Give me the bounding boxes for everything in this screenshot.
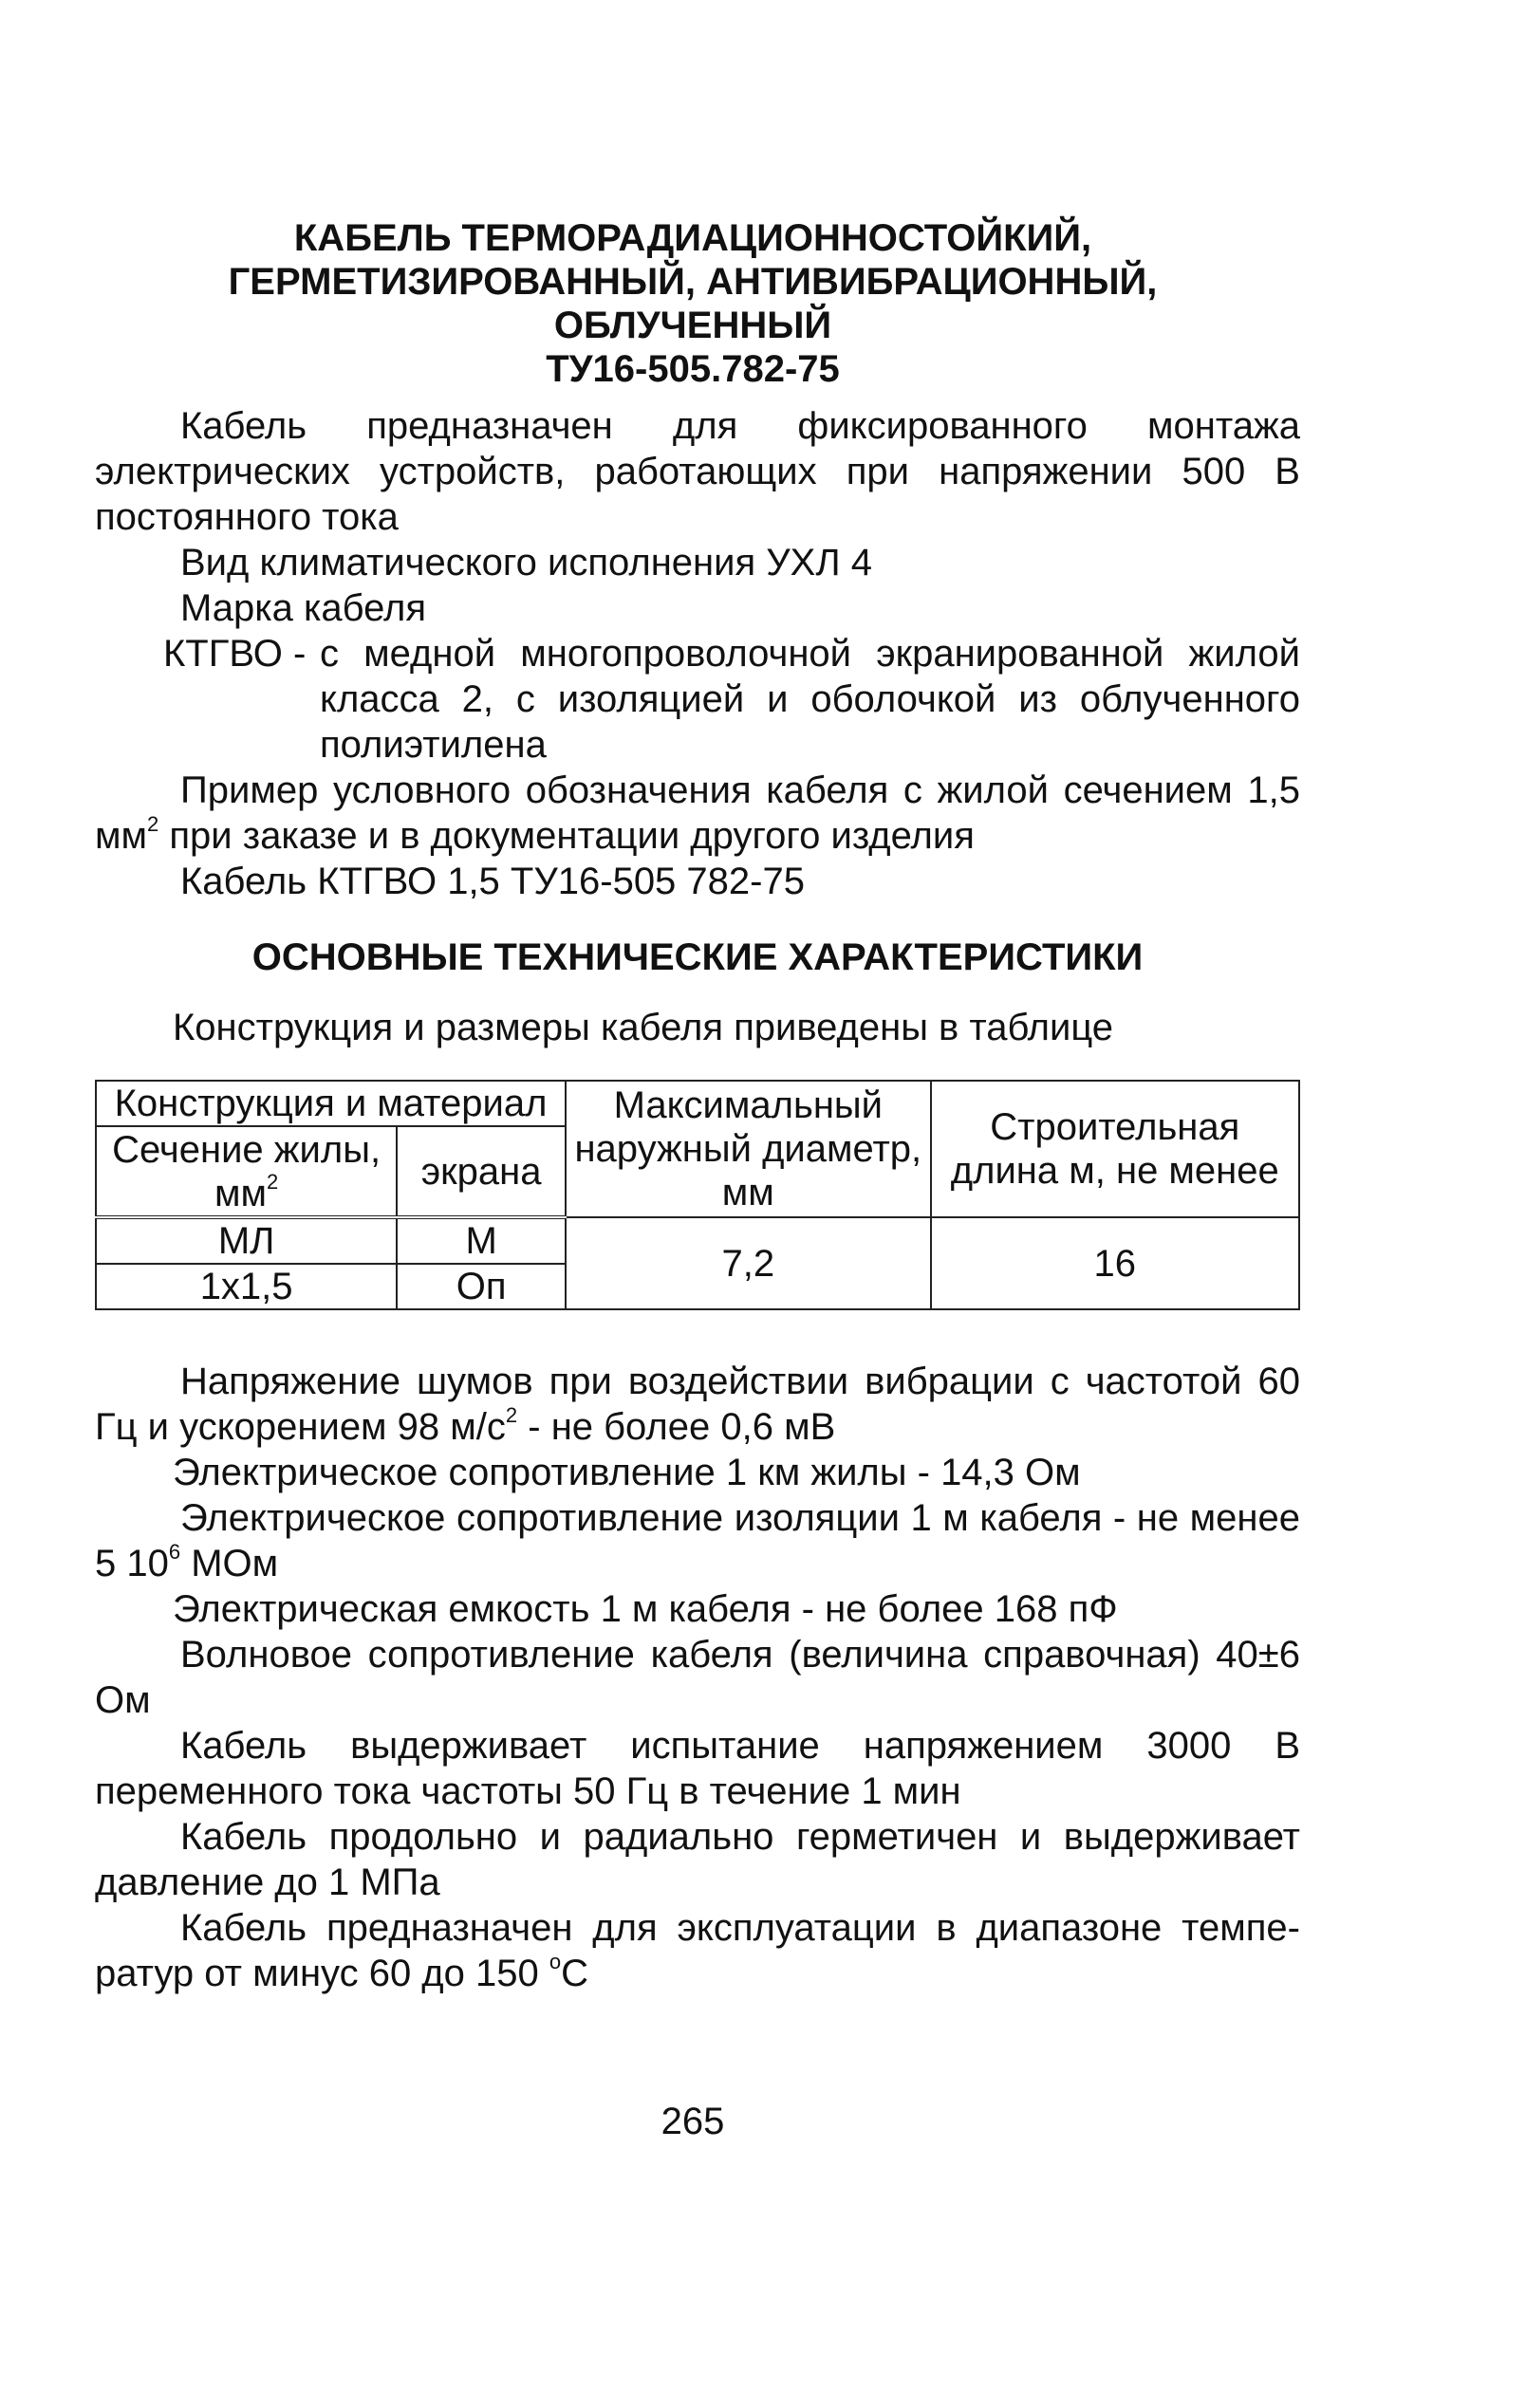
section-heading: ОСНОВНЫЕ ТЕХНИЧЕСКИЕ ХАРАКТЕРИСТИКИ	[251, 936, 1144, 978]
example-text: Пример условного обозначения кабеля с жилой сечением 1,5 мм	[95, 769, 1300, 857]
insulation-superscript: 6	[168, 1540, 181, 1564]
cell-screen-type: Оп	[397, 1264, 566, 1309]
brand-code: КТГВО -	[163, 633, 307, 675]
title-line-1: КАБЕЛЬ ТЕРМОРАДИАЦИОННОСТОЙКИЙ,	[293, 217, 1092, 259]
header-core-text: Сечение жилы, мм	[112, 1128, 382, 1214]
specs-table	[95, 1080, 1300, 1310]
example-superscript: 2	[147, 812, 159, 836]
cell-core-material: МЛ	[96, 1217, 397, 1264]
noise-text: Напряжение шумов при воздействии вибрации с частотой 60 Гц и ускорением 98 м/с	[95, 1361, 1300, 1448]
brand-label: Марка кабеля	[180, 587, 427, 629]
table-row	[96, 1217, 1299, 1264]
cell-core-size: 1х1,5	[96, 1264, 397, 1309]
capacitance-line: Электрическая емкость 1 м кабеля - не более 168 пФ	[173, 1588, 1118, 1630]
core-resistance-line: Электрическое сопротивление 1 км жилы - 14,3 Ом	[173, 1452, 1081, 1493]
header-core-section	[96, 1126, 397, 1217]
insulation-paragraph	[95, 1495, 1300, 1586]
header-diameter: Максимальный наружный диаметр, мм	[566, 1081, 931, 1217]
example-designation: Кабель КТГВО 1,5 ТУ16-505 782-75	[180, 861, 805, 902]
noise-text-tail: - не более 0,6 мВ	[517, 1406, 836, 1448]
header-construction: Конструкция и материал	[96, 1081, 566, 1126]
cell-screen-material: М	[397, 1217, 566, 1264]
insulation-text: Электрическое сопротивление изоляции 1 м кабеля - не менее 5 10	[95, 1497, 1300, 1584]
purpose-paragraph: Кабель предназначен для фиксированного монтажа электрических устройств, работающих при напряжении 500 В постоянного тока	[95, 405, 1300, 538]
header-length: Строительная длина м, не менее	[931, 1081, 1299, 1217]
impedance-paragraph: Волновое сопротивление кабеля (величина справочная) 40±6 Ом	[95, 1634, 1300, 1721]
brand-description: с медной многопроволочной экранированной жилой класса 2, с изоляцией и оболочкой из облученного полиэтилена	[320, 633, 1300, 766]
header-core-superscript: 2	[266, 1169, 279, 1194]
title-spec-code: ТУ16-505.782-75	[546, 348, 840, 390]
header-screen: экрана	[397, 1126, 566, 1217]
cell-diameter: 7,2	[566, 1217, 931, 1309]
example-paragraph	[95, 768, 1300, 859]
test-voltage-paragraph: Кабель выдерживает испытание напряжением 3000 В переменного тока частоты 50 Гц в течение 1 мин	[95, 1725, 1300, 1812]
temperature-text: Кабель предназначен для эксплуатации в диапазоне темпе-ратур от минус 60 до 150	[95, 1907, 1300, 1994]
temperature-unit: С	[561, 1953, 588, 1994]
climate-line: Вид климатического исполнения УХЛ 4	[180, 542, 872, 583]
degree-superscript: о	[549, 1950, 562, 1973]
noise-superscript: 2	[505, 1403, 518, 1427]
example-text-tail: при заказе и в документации другого изделия	[158, 815, 975, 857]
insulation-text-tail: МОм	[180, 1543, 279, 1584]
page-number: 265	[661, 2101, 725, 2142]
title-line-3: ОБЛУЧЕННЫЙ	[553, 305, 832, 346]
table-header-row	[96, 1081, 1299, 1126]
table-intro: Конструкция и размеры кабеля приведены в таблице	[173, 1007, 1114, 1048]
sealing-paragraph: Кабель продольно и радиально герметичен и выдерживает давление до 1 МПа	[95, 1816, 1300, 1903]
document-title	[0, 216, 1386, 391]
cell-length: 16	[931, 1217, 1299, 1309]
temperature-paragraph	[95, 1905, 1300, 1996]
title-line-2: ГЕРМЕТИЗИРОВАННЫЙ, АНТИВИБРАЦИОННЫЙ,	[228, 261, 1158, 303]
noise-paragraph	[95, 1359, 1300, 1450]
